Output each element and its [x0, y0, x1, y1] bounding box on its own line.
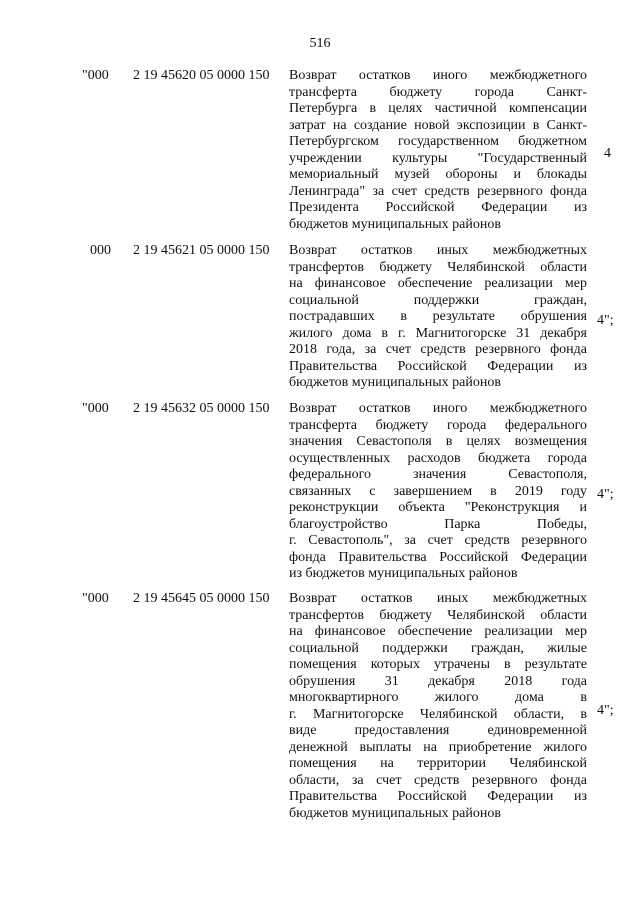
- description-line: Президента Российской Федерации из: [289, 200, 587, 215]
- description-line: социальной поддержки граждан,: [289, 292, 587, 308]
- description-line: реконструкции объекта "Реконструкция и: [289, 500, 587, 515]
- normative-value: 4";: [597, 487, 614, 502]
- normative-value: 4";: [597, 703, 614, 718]
- description-line: трансферта бюджету города федерального: [289, 417, 587, 433]
- page-number: 516: [309, 36, 331, 51]
- description-line: бюджетов муниципальных районов: [289, 216, 501, 232]
- description-line: трансфертов бюджету Челябинской области: [289, 607, 587, 623]
- description-line: г. Севастополь", за счет средств резервного: [289, 533, 587, 548]
- description-line: трансфертов бюджету Челябинской области: [289, 259, 587, 275]
- administrator-code: "000: [82, 401, 109, 416]
- budget-classification-code: 2 19 45621 05 0000 150: [133, 243, 270, 258]
- description-line: связанных с завершением в 2019 году: [289, 483, 587, 499]
- description-line: благоустройство Парка Победы,: [289, 516, 587, 532]
- description-line: затрат на создание новой экспозиции в Санкт-: [289, 117, 587, 133]
- description-line: Возврат остатков иного межбюджетного: [289, 401, 587, 416]
- description-line: Возврат остатков иных межбюджетных: [289, 591, 587, 606]
- description-line: значения Севастополя в целях возмещения: [289, 434, 587, 449]
- description-line: Правительства Российской Федерации из: [289, 789, 587, 804]
- description-line: пострадавших в результате обрушения: [289, 309, 587, 324]
- income-description: [289, 243, 587, 392]
- budget-classification-code: 2 19 45632 05 0000 150: [133, 401, 270, 416]
- description-line: из бюджетов муниципальных районов: [289, 566, 518, 581]
- budget-classification-code: 2 19 45645 05 0000 150: [133, 591, 270, 606]
- description-line: денежной выплаты на приобретение жилого: [289, 739, 587, 755]
- administrator-code: "000: [82, 591, 109, 606]
- description-line: Ленинграда" за счет средств резервного фонда: [289, 183, 587, 199]
- description-line: осуществленных расходов бюджета города: [289, 450, 587, 466]
- description-line: Правительства Российской Федерации из: [289, 358, 587, 374]
- description-line: трансферта бюджету города Санкт-: [289, 84, 587, 100]
- description-line: на финансовое обеспечение реализации мер: [289, 624, 587, 639]
- description-line: помещения которых утрачены в результате: [289, 657, 587, 672]
- administrator-code: "000: [82, 68, 109, 83]
- description-line: 2018 года, за счет средств резервного фонда: [289, 342, 587, 357]
- description-line: бюджетов муниципальных районов: [289, 375, 501, 390]
- description-line: на финансовое обеспечение реализации мер: [289, 276, 587, 291]
- normative-value: 4: [604, 146, 611, 161]
- description-line: области, за счет средств резервного фонда: [289, 772, 587, 788]
- description-line: многоквартирного жилого дома в: [289, 690, 587, 705]
- administrator-code: 000: [90, 243, 111, 258]
- income-description: [289, 401, 587, 583]
- description-line: жилого дома в г. Магнитогорске 31 декабря: [289, 325, 587, 341]
- budget-classification-code: 2 19 45620 05 0000 150: [133, 68, 270, 83]
- description-line: Возврат остатков иного межбюджетного: [289, 68, 587, 83]
- income-description: [289, 591, 587, 822]
- description-line: обрушения 31 декабря 2018 года: [289, 673, 587, 689]
- description-line: мемориальный музей обороны и блокады: [289, 167, 587, 182]
- description-line: Возврат остатков иных межбюджетных: [289, 243, 587, 258]
- description-line: учреждении культуры "Государственный: [289, 150, 587, 166]
- description-line: бюджетов муниципальных районов: [289, 805, 501, 821]
- description-line: Петербурга в целях частичной компенсации: [289, 101, 587, 116]
- description-line: федерального значения Севастополя,: [289, 467, 587, 482]
- normative-value: 4";: [597, 313, 614, 328]
- description-line: г. Магнитогорске Челябинской области, в: [289, 706, 587, 722]
- description-line: социальной поддержки граждан, жилые: [289, 640, 587, 656]
- description-line: Петербургском государственном бюджетном: [289, 134, 587, 149]
- income-description: [289, 68, 587, 233]
- description-line: помещения на территории Челябинской: [289, 756, 587, 771]
- description-line: фонда Правительства Российской Федерации: [289, 549, 587, 565]
- description-line: виде предоставления единовременной: [289, 723, 587, 738]
